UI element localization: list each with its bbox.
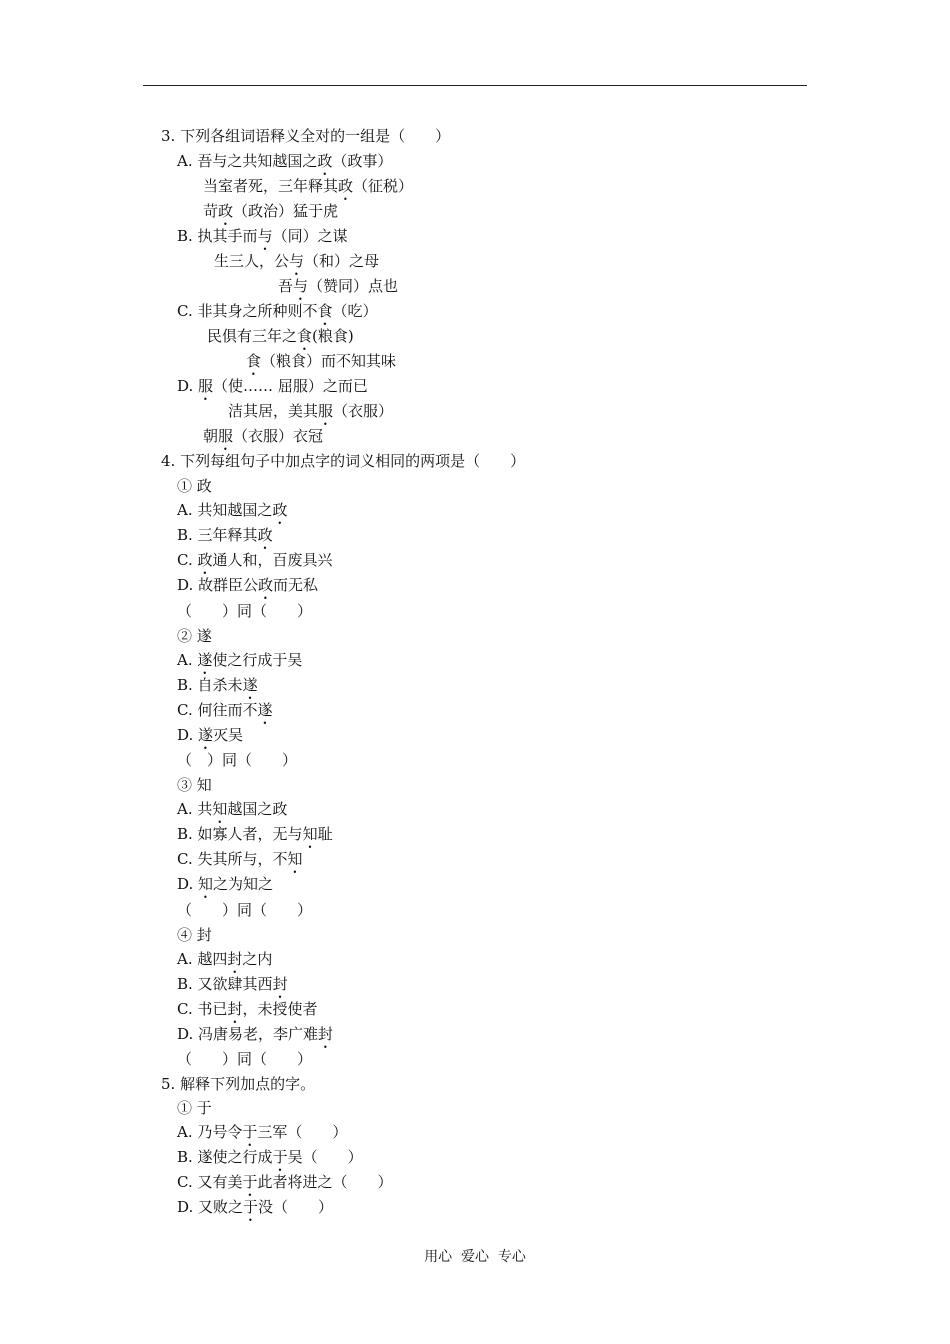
q3-option-a-line3: 苛政（政治）猛于虎 (203, 202, 339, 220)
dotted-char: 与 (289, 252, 305, 270)
header-rule (143, 85, 807, 86)
q4-group2-option-b: B. 自杀未遂 (177, 676, 258, 694)
dotted-char: 于 (272, 1148, 288, 1166)
q3-stem: 3. 下列各组词语释义全对的一组是（ ） (161, 127, 451, 145)
q4-group4-head: ④ 封 (177, 926, 212, 944)
dotted-char: 政 (272, 501, 288, 519)
q4-group4-option-a: A. 越四封之内 (177, 950, 273, 968)
dotted-char: 知 (198, 875, 214, 893)
q4-group1-head: ① 政 (177, 477, 212, 495)
dotted-char: 封 (272, 975, 288, 993)
dotted-char: 政 (197, 551, 213, 569)
dotted-char: 服 (218, 427, 234, 445)
q5-group1-head: ① 于 (177, 1099, 212, 1117)
dotted-char: 封 (227, 1000, 243, 1018)
q3-option-c-line2: 民俱有三年之食(粮食) (207, 327, 354, 345)
q3-option-d-line1: D. 服（使…… 屈服）之而已 (177, 377, 368, 395)
dotted-char: 遂 (242, 676, 258, 694)
q3-option-a-line1: A. 吾与之共知越国之政（政事） (177, 152, 393, 170)
dotted-char: 食 (317, 302, 333, 320)
q3-option-b-line3: 吾与（赞同）点也 (278, 277, 399, 295)
dotted-char: 封 (227, 950, 243, 968)
q4-group2-head: ② 遂 (177, 627, 212, 645)
q3-option-d-line2: 洁其居，美其服（衣服） (228, 402, 394, 420)
dotted-char: 遂 (197, 651, 213, 669)
q4-group1-answer-blank: （ ）同（ ） (177, 602, 313, 620)
q5-option-a: A. 乃号令于三军（ ） (177, 1123, 348, 1141)
q4-group2-option-d: D. 遂灭吴 (177, 726, 244, 744)
dotted-char: 政 (218, 202, 234, 220)
dotted-char: 食 (246, 352, 262, 370)
q4-stem: 4. 下列每组句子中加点字的词义相同的两项是（ ） (161, 452, 526, 470)
q4-group3-head: ③ 知 (177, 776, 212, 794)
dotted-char: 食 (297, 327, 313, 345)
q3-option-a-line2: 当室者死，三年释其政（征税） (203, 177, 414, 195)
q4-group2-option-c: C. 何往而不遂 (177, 701, 273, 719)
dotted-char: 封 (318, 1025, 334, 1043)
q4-group3-answer-blank: （ ）同（ ） (177, 901, 313, 919)
dotted-char: 于 (242, 1173, 258, 1191)
q4-group3-option-b: B. 如寡人者，无与知耻 (177, 825, 333, 843)
q5-stem: 5. 解释下列加点的字。 (161, 1075, 316, 1093)
q3-option-b-line1: B. 执其手而与（同）之谋 (177, 227, 348, 245)
q4-group4-option-b: B. 又欲肆其西封 (177, 975, 288, 993)
dotted-char: 知 (212, 800, 228, 818)
q4-group3-option-d: D. 知之为知之 (177, 875, 274, 893)
dotted-char: 政 (317, 152, 333, 170)
q3-option-c-line3: 食（粮食）而不知其味 (246, 352, 397, 370)
q5-option-b: B. 遂使之行成于吴（ ） (177, 1148, 363, 1166)
dotted-char: 遂 (198, 726, 214, 744)
page-footer: 用心 爱心 专心 (424, 1249, 526, 1265)
dotted-char: 知 (302, 825, 318, 843)
q4-group1-option-a: A. 共知越国之政 (177, 501, 288, 519)
q3-option-c-line1: C. 非其身之所种则不食（吃） (177, 302, 378, 320)
q4-group4-option-c: C. 书已封，未授使者 (177, 1000, 318, 1018)
dotted-char: 知 (287, 850, 303, 868)
q4-group2-answer-blank: （ ）同（ ） (177, 751, 298, 769)
q5-option-c: C. 又有美于此者将进之（ ） (177, 1173, 393, 1191)
dotted-char: 服 (318, 402, 334, 420)
dotted-char: 遂 (257, 701, 273, 719)
dotted-char: 政 (338, 177, 354, 195)
dotted-char: 政 (257, 526, 273, 544)
dotted-char: 与 (293, 277, 309, 295)
q4-group4-answer-blank: （ ）同（ ） (177, 1050, 313, 1068)
q4-group1-option-b: B. 三年释其政 (177, 526, 273, 544)
q3-option-b-line2: 生三人，公与（和）之母 (214, 252, 380, 270)
q4-group3-option-a: A. 共知越国之政 (177, 800, 288, 818)
q4-group1-option-c: C. 政通人和，百废具兴 (177, 551, 333, 569)
q4-group3-option-c: C. 失其所与，不知 (177, 850, 303, 868)
q5-option-d: D. 又败之于没（ ） (177, 1198, 334, 1216)
dotted-char: 于 (243, 1198, 259, 1216)
q4-group2-option-a: A. 遂使之行成于吴 (177, 651, 303, 669)
q4-group4-option-d: D. 冯唐易老，李广难封 (177, 1025, 334, 1043)
dotted-char: 于 (242, 1123, 258, 1141)
q3-option-d-line3: 朝服（衣服）衣冠 (203, 427, 324, 445)
dotted-char: 服 (198, 377, 214, 395)
dotted-char: 政 (258, 576, 274, 594)
q4-group1-option-d: D. 故群臣公政而无私 (177, 576, 319, 594)
dotted-char: 与 (257, 227, 273, 245)
